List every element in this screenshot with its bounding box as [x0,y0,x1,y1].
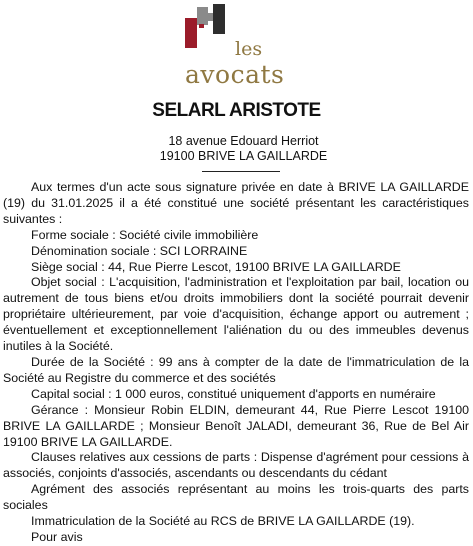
notice-cessions: Clauses relatives aux cessions de parts : Dispense d'agrément pour cessions à associés, conjoints d'associés, ascendants ou descendants du cédant [3,450,469,481]
notice-denomination: Dénomination sociale : SCI LORRAINE [31,243,248,258]
notice-capital: Capital social : 1 000 euros, constitué uniquement d'apports en numéraire [31,386,436,401]
notice-agrement: Agrément des associés représentant au moins les trois-quarts des parts sociales [3,482,469,513]
notice-pour-avis: Pour avis [31,529,83,544]
notice-immatriculation: Immatriculation de la Société au RCS de BRIVE LA GAILLARDE (19). [31,514,415,529]
notice-objet-social: Objet social : L'acquisition, l'administration et l'exploitation par bail, location ou autrement de tous biens et/ou droits immobiliers dont la société pourrait devenir propriétaire ultérieurement, par voie d'acquisition, échange apport ou autrement ; éventuellement et exceptionnellement l'aliénation du ou des immeubles devenus inutiles à la Société. [3,275,469,354]
notice-gerance: Gérance : Monsieur Robin ELDIN, demeurant 44, Rue Pierre Lescot 19100 BRIVE LA GAILLARDE ; Monsieur Benoît JALADI, demeurant 36, Rue de Bel Air 19100 BRIVE LA GAILLARDE. [3,402,469,449]
logo-text-avocats: avocats [185,60,285,89]
firm-address [0,134,473,164]
notice-body [3,180,469,546]
notice-duree: Durée de la Société : 99 ans à compter de la date de l'immatriculation de la Société au Registre du commerce et des sociétés [3,354,469,385]
address-city: 19100 BRIVE LA GAILLARDE [159,149,328,163]
les-avocats-logo [177,4,295,96]
address-street: 18 avenue Edouard Herriot [168,134,319,148]
logo-text-les: les [235,38,263,60]
divider-line [202,171,280,172]
notice-forme-sociale: Forme sociale : Société civile immobilière [31,227,259,242]
notice-siege-social: Siège social : 44, Rue Pierre Lescot, 19100 BRIVE LA GAILLARDE [31,259,401,274]
firm-name: SELARL ARISTOTE [152,100,321,121]
logo-mark-icon [185,4,225,48]
notice-intro: Aux termes d'un acte sous signature privée en date à BRIVE LA GAILLARDE (19) du 31.01.2025 il a été constitué une société présentant les caractéristiques suivantes : [3,180,469,226]
